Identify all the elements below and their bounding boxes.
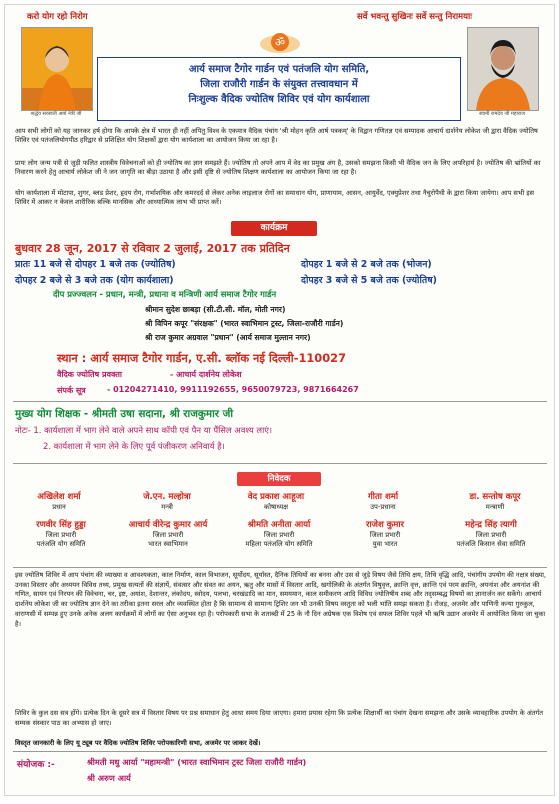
member-org: युवा भारत xyxy=(372,540,398,548)
speaker-name: - आचार्य दार्शनेय लोकेश xyxy=(170,370,242,379)
contact-label: संपर्क सूत्र xyxy=(57,386,86,395)
member xyxy=(9,491,109,511)
member xyxy=(221,519,337,548)
member-role: प्रधान xyxy=(52,503,66,511)
member-name: अखिलेश शर्मा xyxy=(37,492,81,502)
member-role: जिला प्रभारी xyxy=(475,531,507,539)
note-1: नोटः- 1. कार्यशाला में भाग लेने वाले अपने साथ कॉपी एवं पैन या पैंसिल अवश्य लाएं। xyxy=(15,425,273,435)
right-photo-caption: स्वामी रामदेव जी महाराज xyxy=(479,111,525,117)
member xyxy=(103,519,233,548)
member-role: मन्त्राणी xyxy=(485,503,505,511)
member-name: श्रीमति अनीता आर्या xyxy=(247,520,311,530)
member-role: जिला प्रभारी xyxy=(45,531,77,539)
member-name: गीता शर्मा xyxy=(367,492,399,502)
member-name: रणवीर सिंह हुड्डा xyxy=(36,520,86,530)
divider xyxy=(13,751,547,752)
member-role: कोषाध्यक्ष xyxy=(263,503,289,511)
member-org: भारत स्वाभिमान xyxy=(148,540,188,548)
program-slot-2: दोपहर 1 बजे से 2 बजे तक (भोजन) xyxy=(301,259,432,270)
om-logo-icon xyxy=(257,29,303,55)
left-portrait-photo xyxy=(21,27,93,111)
speaker-label: वैदिक ज्योतिष प्रवक्ता xyxy=(57,370,122,379)
details-paragraph-1: इस ज्योतिष शिविर में आप पंचांग की व्याख्या व आवश्यकता, काल निर्माण, काल विभाजन, सूर्योदय, सूर्यास्त, दैनिक तिथियों का बनना और उस से जुड़े विषय जैसे तिथि क्षय, तिथि वृद्धि आदि, पंचांगीय उपयोग की नक्षत्र संख्या, उनका विस्तार और अध्ययन विविध तथ्य, प्रमुख सत्यतों की संज्ञायें, संवत्सर और संवत का अयन, ऋतु और मासों में विस्तार आदि, खगोलिकी के अंतर्गत विषुवृत्त, क्रान्ति वृत्त, क्रान्ति एवं परम क्रान्ति, अयनांश और अयनांश की गणित, सायन एवं निरयन की विवेचना, चर, इष्ट, अयांश, देशान्तर, लंकोदय, स्वोदय, पलभा, चरखंडादि का मान, समयमान, काल समीकरण आदि विविध ज्योतिषीय शब्द और तद्सम्बद्ध विषयों का ज्ञानार्जन कर सकेंगे। आचार्य दार्शनेय लोकेश जी का ज्योतिष ज्ञान देने का तरीका इतना सरल और व्यवस्थित होता है कि सामान्य से सामान्य ट्रिशिर जन भी उनकी विषय वस्तुता को भली भांति समझ सकता है। रोजड़, अजमेर और पाणिनी कन्या गुरुकुल, वाराणसी में सम्पन्न हुए उनके अनेक अलग कार्यक्रमों में लोगों का ऐसा अनुभव रहा है। परोपकारी सभा के शताब्दी में 25 के नौ दिन अग्रेषक एक विशेष एवं सफल शिविर पहले भी ऋषि उद्यान अजमेर में आयोजित किया जा चुका है। xyxy=(15,571,547,628)
member-role: मन्त्री xyxy=(161,503,173,511)
convener-name-1: श्रीमती मधु आर्या "महामन्त्री" (भारत स्वाभिमान ट्रस्ट जिला राजौरी गार्डन) xyxy=(87,757,307,767)
title-line-2: जिला राजौरी गार्डन के संयुक्त तत्त्वावधान में xyxy=(200,79,358,90)
title-line-3: निःशुल्क वैदिक ज्योतिष शिविर एवं योग कार्यशाला xyxy=(188,94,370,105)
venue: स्थान : आर्य समाज टैगोर गार्डन, ए.सी. ब्लॉक नई दिल्ली-110027 xyxy=(57,351,347,365)
program-slot-1: प्रातः 11 बजे से दोपहर 1 बजे तक (ज्योतिष) xyxy=(15,259,176,270)
divider xyxy=(13,463,547,464)
member-role: जिला प्रभारी xyxy=(369,531,401,539)
member-name: राजेश कुमार xyxy=(365,520,404,530)
member xyxy=(117,491,217,511)
guest-3: श्री राज कुमार अग्रवाल "प्रधान" (आर्य समाज मुल्तान नगर) xyxy=(145,333,311,342)
member xyxy=(343,519,427,548)
member xyxy=(335,491,431,511)
nivedak-heading: निवेदक xyxy=(237,472,321,486)
member xyxy=(441,491,549,511)
lamp-lighting-line: दीप प्रज्ज्वलन - प्रधान, मन्त्री, प्रधाना व मन्त्रिणी आर्य समाज टैगोर गार्डन xyxy=(53,289,277,299)
member xyxy=(9,519,113,548)
member-name: आचार्य वीरेन्द्र कुमार आर्य xyxy=(128,520,208,530)
main-yoga-teacher: मुख्य योग शिक्षक - श्रीमती उषा सदाना, श्री राजकुमार जी xyxy=(15,408,234,420)
convener-label: संयोजक :- xyxy=(17,760,55,770)
member-name: जे.एन. मल्होत्रा xyxy=(143,492,191,502)
member-name: वेद प्रकाश आहूजा xyxy=(247,492,305,502)
member-org: पतंजलि किसान सेवा समिति xyxy=(456,540,526,548)
left-tagline: करो योग रहो निरोग xyxy=(27,12,88,22)
svg-text:ॐ: ॐ xyxy=(274,36,286,49)
convener-name-2: श्री अरुण आर्य xyxy=(87,773,131,783)
details-paragraph-3: विस्तृत जानकारी के लिए यू ट्यूब पर वैदिक ज्योतिष शिविर परोपकारिणी सभा, अजमेर पर जाकर देखें। xyxy=(15,739,261,747)
member xyxy=(223,491,329,511)
member-role: उप-प्रधाना xyxy=(370,503,396,511)
event-flyer xyxy=(4,4,555,796)
guest-2: श्री विपिन कपूर "संरक्षक" (भारत स्वाभिमान ट्रस्ट, जिला-राजौरी गार्डन) xyxy=(145,319,344,328)
guest-1: श्रीमान सुदेश छाबड़ा (सी.टी.सी. मॉल, मोती नगर) xyxy=(145,305,286,314)
program-slot-3: दोपहर 2 बजे से 3 बजे तक (योग कार्यशाला) xyxy=(15,275,174,286)
details-paragraph-2: शिविर के कुल दस सत्र होंगे। प्रत्येक दिन के दूसरे सत्र में विस्तार विषय पर प्रश्न समाधान हेतु आधा समय दिया जाएगा। हमारा प्रयास रहेगा कि प्रत्येक शिक्षार्थी का पंचांग देखना समझना और उसके व्यावहारिक उपयोग के अंतर्गत सम्यक संस्कार पाठ का अभ्यास हो जाए। xyxy=(15,709,544,727)
intro-paragraph-2: प्रायः लोग जन्म पत्री से जुड़ी फलित शास्त्रीय विवेचनाओं को ही ज्योतिष का ज्ञान समझते हैं। ज्योतिष तो अपने आप में वेद का प्रमुख अंग है, उसको समझना किसी भी वैदिक जन के लिए अपरिहार्य है। ज्योतिष की भ्रांतियों का निवारण करने हेतु आचार्य लोकेश जी ने जन जागृति का बीड़ा उठाया है और इसी दृष्टि से ज्योतिष शिक्षण कार्यशाला का आयोजन किया जा रहा है। xyxy=(15,159,541,177)
note-2: 2. कार्यशाला में भाग लेने के लिए पूर्व पंजीकरण अनिवार्य है। xyxy=(43,441,225,451)
program-heading: कार्यक्रम xyxy=(231,221,317,236)
member xyxy=(433,519,549,548)
divider xyxy=(13,567,547,568)
intro-paragraph-1: आप सभी लोगों को यह जानकर हर्ष होगा कि आपके क्षेत्र में भारत ही नहीं अपितु विश्व के एकमात्र वैदिक पंचांग 'श्री मोहन कृति आर्ष पत्रकम्' के विद्वान गणितज्ञ एवं सम्पादक आचार्य दार्शनेय लोकेश जी द्वारा वैदिक ज्योतिष शिविर एवं पतंजलियोगपीठ हरिद्वार से प्रशिक्षित योग शिक्षकों द्वारा योग कार्यशाला का आयोजन किया जा रहा है। xyxy=(15,127,538,145)
member-role: जिला प्रभारी xyxy=(152,531,184,539)
event-title-box xyxy=(97,57,461,121)
program-slot-4: दोपहर 3 बजे से 5 बजे तक (ज्योतिष) xyxy=(301,275,437,286)
intro-paragraph-3: योग कार्यशाला में मोटापा, शुगर, ब्लड प्रेशर, हृदय रोग, गर्भाशयिक और कमरदर्द से लेकर अनेक लाइलाज रोगों का समाधान योग, प्राणायाम, आसन, आयुर्वेद, एक्युप्रेशर तथा नैचुरोपैथी के द्वारा किया जायेगा। आप सभी इस शिविर में आकर न केवल शारीरिक बल्कि मानसिक और आध्यात्मिक लाभ भी प्राप्त करें। xyxy=(15,189,535,207)
member-name: डा. सन्तोष कपूर xyxy=(469,492,521,502)
right-tagline: सर्वे भवन्तु सुखिनः सर्वे सन्तु निरामयाः xyxy=(357,12,472,22)
member-org: महिला पतंजलि योग समिति xyxy=(245,540,313,548)
member-role: जिला प्रभारी xyxy=(263,531,295,539)
title-line-1: आर्य समाज टैगोर गार्डन एवं पतंजलि योग समिति, xyxy=(188,64,370,75)
right-portrait-photo xyxy=(467,27,539,111)
member-org: पतंजलि योग समिति xyxy=(36,540,86,548)
left-photo-caption: श्रद्धेय सरस्वती आर्य नेत्री जी xyxy=(30,111,82,117)
contact-numbers: - 01204271410, 9911192655, 9650079723, 9871664267 xyxy=(107,385,359,394)
member-name: महेन्द्र सिंह त्यागी xyxy=(465,520,517,530)
program-dates: बुधवार 28 जून, 2017 से रविवार 2 जुलाई, 2017 तक प्रतिदिन xyxy=(15,242,290,255)
divider xyxy=(13,401,547,402)
